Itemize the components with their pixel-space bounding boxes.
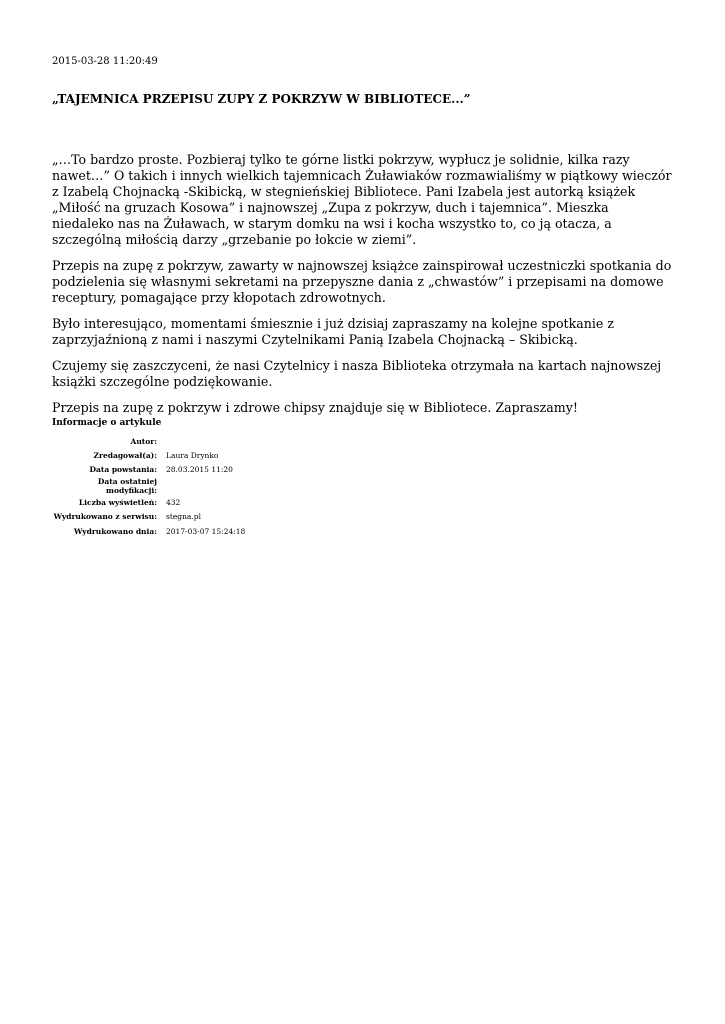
paragraph: Było interesująco, momentami śmiesznie i już dzisiaj zapraszamy na kolejne spotkanie z zaprzyjaźnioną z nami i naszymi Czytelnikami Panią Izabela Chojnacką – Skibicką.: [52, 316, 614, 347]
paragraph: Czujemy się zaszczyceni, że nasi Czytelnicy i nasza Biblioteka otrzymała na kartach najnowszej książki szczególne podziękowanie.: [52, 358, 662, 389]
info-value: 2017-03-07 15:24:18: [166, 526, 246, 536]
info-value: [166, 434, 245, 448]
info-label: Liczba wyświetleń:: [78, 497, 157, 507]
info-label: Wydrukowano dnia:: [73, 526, 157, 536]
info-row-editor: [52, 448, 245, 462]
info-heading: Informacje o artykule: [52, 418, 162, 428]
info-label: Wydrukowano z serwisu:: [53, 512, 157, 522]
info-row-modified: [52, 477, 245, 495]
info-value: [166, 477, 245, 495]
paragraph: Przepis na zupę z pokrzyw, zawarty w najnowszej książce zainspirował uczestniczki spotkania do podzielenia się własnymi sekretami na przepyszne dania z „chwastów” i przepisami na domowe receptury, pomagające przy kłopotach zdrowotnych.: [52, 258, 672, 305]
info-row-created: [52, 463, 245, 477]
info-label: Autor:: [130, 436, 157, 446]
article-title: „TAJEMNICA PRZEPISU ZUPY Z POKRZYW W BIBLIOTECE...”: [52, 92, 471, 106]
info-value: 432: [166, 497, 181, 507]
info-value: stegna.pl: [166, 512, 201, 522]
info-row-author: [52, 434, 245, 448]
info-value: Laura Drynko: [166, 451, 219, 461]
info-table: [52, 434, 245, 538]
info-row-printed-on: [52, 524, 245, 538]
paragraph: „…To bardzo proste. Pozbieraj tylko te górne listki pokrzyw, wypłucz je solidnie, kilka razy nawet…” O takich i innych wielkich tajemnicach Żuławiaków rozmawialiśmy w piątkowy wieczór z Izabelą Chojnacką -Skibicką, w stegnieńskiej Bibliotece. Pani Izabela jest autorką książek „Miłość na gruzach Kosowa” i najnowszej „Zupa z pokrzyw, duch i tajemnica”. Mieszka niedaleko nas na Żuławach, w starym domku na wsi i kocha wszystko to, co ją otacza, a szczególną miłością darzy „grzebanie po łokcie w ziemi”.: [52, 152, 672, 247]
info-label: Data ostatniej modyfikacji:: [97, 477, 157, 496]
info-label: Zredagował(a):: [93, 451, 157, 461]
info-label: Data powstania:: [89, 465, 157, 475]
info-row-views: [52, 495, 245, 509]
info-row-printed-from: [52, 510, 245, 524]
paragraph: Przepis na zupę z pokrzyw i zdrowe chipsy znajduje się w Bibliotece. Zapraszamy!: [52, 400, 578, 415]
timestamp: 2015-03-28 11:20:49: [52, 56, 158, 67]
info-value: 28.03.2015 11:20: [166, 465, 233, 475]
article-body: [52, 152, 674, 426]
